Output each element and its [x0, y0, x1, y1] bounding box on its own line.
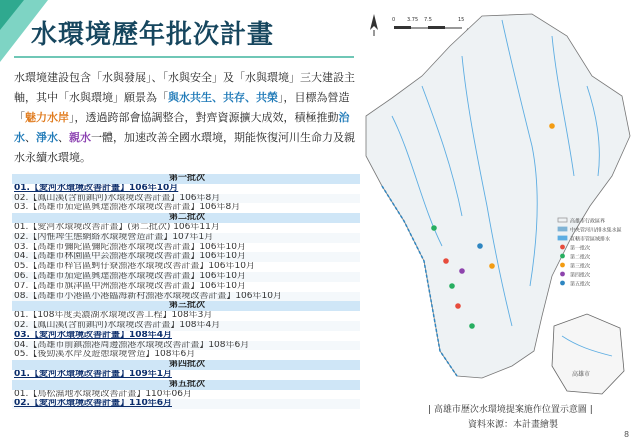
legend-label: 第三批次 — [570, 263, 591, 270]
legend-label: 第一批次 — [570, 245, 591, 252]
intro-text-1: 水環境建設包含「水與發展」、「水與安全」及「水與環境」三大建設主軸，其中「水與環境」願景為「 — [14, 71, 355, 104]
city-inset — [552, 314, 624, 394]
project-item: 02.【內惟埤生態網絡水環境營造計畫】107年1月 — [12, 233, 360, 243]
legend-label: 直轄市管區域排水 — [570, 236, 611, 243]
title-underline — [14, 56, 354, 58]
marker-batch2 — [431, 225, 437, 231]
batch-header: 第三批次 — [12, 301, 360, 311]
intro-goal: 魅力水岸 — [25, 111, 69, 124]
marker-batch5 — [477, 243, 483, 249]
batch-table — [12, 174, 360, 409]
intro-text-3: 」，透過跨部會協調整合，對齊資源擴大成效，積極推動 — [69, 111, 339, 124]
map-caption: | 高雄市歷次水環境提案施作位置示意圖 | — [428, 405, 593, 415]
legend-label: 高雄市行政區界 — [570, 218, 606, 225]
intro-word-access: 親水 — [69, 131, 91, 144]
project-item: 05.【高雄市梓官區蚵仔寮漁港水環境改善計畫】106年10月 — [14, 262, 255, 272]
project-item: 01.【愛河水環境改善計畫】106年10月 — [14, 183, 179, 193]
project-item: 01.【108年度美濃湖水環境改善工程】108年3月 — [14, 311, 213, 321]
marker-batch3 — [489, 263, 495, 269]
legend-swatch — [560, 263, 565, 268]
legend-label: 中央管河川/排水集水區 — [570, 227, 622, 234]
batch-header: 第一批次 — [12, 174, 360, 184]
project-item: 02.【鳳山溪(含前鎮河)水環境改善計畫】106年8月 — [12, 194, 360, 204]
intro-paragraph — [14, 68, 359, 168]
scale-bar — [392, 17, 476, 34]
legend-label: 第四批次 — [570, 272, 591, 279]
marker-batch1 — [443, 258, 449, 264]
legend-swatch — [560, 245, 565, 250]
project-item: 01.【愛河水環境改善計畫】(第二批次) 106年11月 — [14, 222, 220, 232]
marker-batch2 — [449, 283, 455, 289]
intro-text-2: 」，目標為營造「 — [14, 91, 350, 124]
marker-batch1 — [455, 303, 461, 309]
inset-place-label: 高雄市 — [572, 371, 591, 378]
legend-swatch — [558, 227, 567, 231]
marker-batch3 — [549, 123, 555, 129]
scale-tick-3: 15 — [458, 17, 465, 23]
project-item: 06.【高雄市茄萣區興達漁港水環境改善計畫】106年10月 — [12, 272, 360, 282]
marker-batch4 — [459, 268, 465, 274]
legend-label: 第五批次 — [570, 281, 591, 288]
legend-label: 第二批次 — [570, 254, 591, 261]
corner-decoration-dark — [0, 0, 24, 30]
project-item: 02.【鳳山溪(含前鎮河)水環境改善計畫】108年4月 — [12, 321, 360, 331]
project-item: 03.【高雄市彌陀區彌陀漁港水環境改善計畫】106年10月 — [14, 242, 246, 252]
page-number: 8 — [624, 430, 630, 439]
marker-batch2 — [469, 323, 475, 329]
intro-word-clean: 淨水 — [36, 131, 58, 144]
intro-sep-1: 、 — [25, 131, 36, 144]
kaohsiung-map — [362, 6, 634, 436]
project-item: 03.【愛河水環境改善計畫】108年4月 — [14, 330, 172, 340]
legend-swatch — [560, 281, 565, 286]
project-item: 01.【愛河水環境改善計畫】109年1月 — [14, 369, 172, 379]
north-arrow-icon — [370, 14, 378, 36]
project-item: 02.【愛河水環境改善計畫】110年6月 — [12, 399, 360, 409]
project-item: 07.【高雄市旗津區中洲漁港水環境改善計畫】106年10月 — [14, 281, 246, 291]
batch-header: 第二批次 — [12, 213, 360, 223]
project-item: 01.【鳥松濕地水環境改善計畫】110年06月 — [14, 389, 192, 399]
intro-text-4: 一體，加速改善全國水環境，期能恢復河川生命力及親水永續水環境。 — [14, 131, 355, 164]
project-item: 04.【高雄市前鎮漁港周邊漁港水環境改善計畫】108年6月 — [12, 341, 360, 351]
scale-tick-0: 0 — [392, 17, 396, 23]
scale-tick-1: 3.75 — [407, 17, 419, 23]
scale-tick-2: 7.5 — [424, 17, 432, 23]
batch-header: 第五批次 — [12, 380, 360, 390]
project-item: 04.【高雄市林園區中芸漁港水環境改善計畫】106年10月 — [12, 252, 360, 262]
legend-swatch — [558, 236, 567, 240]
project-item: 05.【後勁溪水岸及遊憩環境營造】108年6月 — [14, 350, 196, 360]
intro-vision: 與水共生、共存、共榮 — [168, 91, 278, 104]
legend-swatch — [560, 272, 565, 277]
project-item: 08.【高雄市小港區小港臨海新村漁港水環境改善計畫】106年10月 — [12, 292, 360, 302]
page-title: 水環境歷年批次計畫 — [31, 20, 275, 50]
map-source: 資料來源：本計畫繪製 — [468, 420, 559, 430]
intro-sep-2: 、 — [58, 131, 69, 144]
batch-header: 第四批次 — [12, 360, 360, 370]
intro-word-flood: 治水 — [14, 111, 350, 144]
project-item: 03.【高雄市茄萣區興達漁港水環境改善計畫】106年8月 — [14, 203, 241, 213]
legend-swatch — [560, 254, 565, 259]
